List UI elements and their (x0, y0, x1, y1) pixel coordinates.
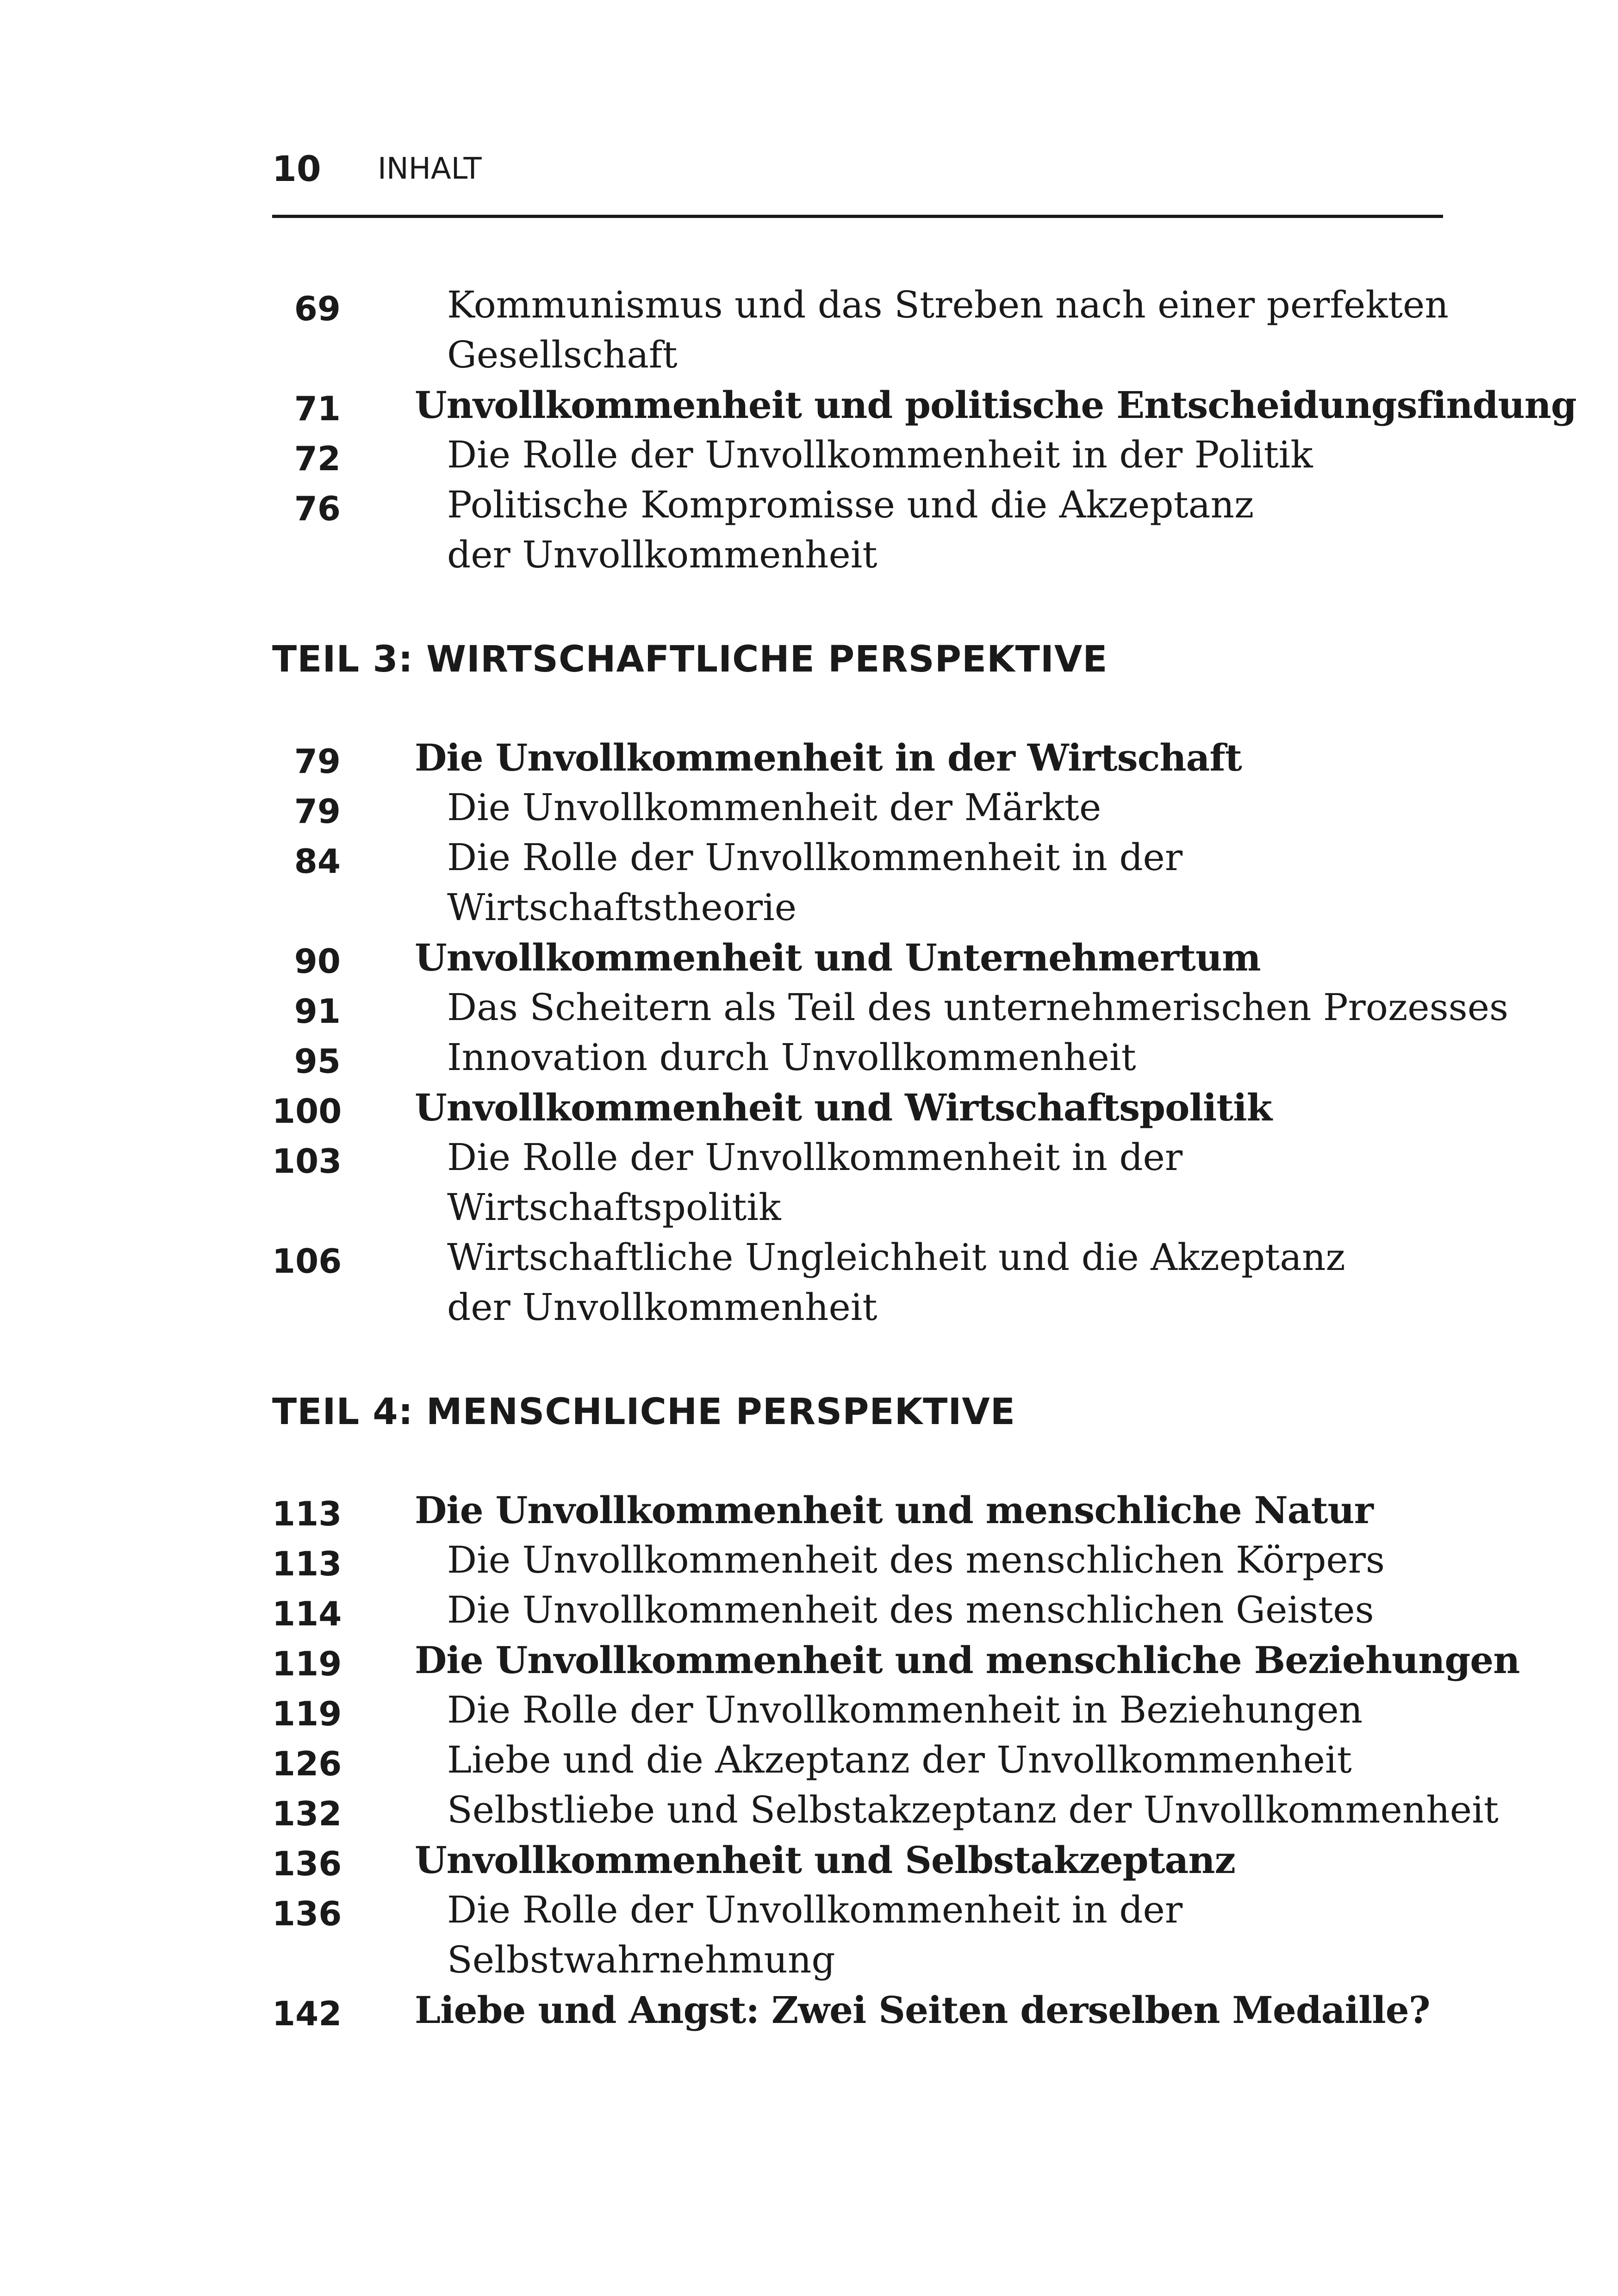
toc-page-number: 114 (272, 1594, 342, 1633)
toc-entry-title-cont: Wirtschaftstheorie (447, 886, 797, 929)
toc-entry[interactable] (272, 983, 1509, 1033)
table-of-contents (272, 280, 1576, 2035)
toc-page-number: 119 (272, 1694, 342, 1733)
toc-page-number: 113 (272, 1494, 342, 1533)
toc-entry[interactable] (272, 833, 1443, 883)
toc-entry[interactable] (272, 1785, 1499, 1835)
toc-page-number: 91 (294, 992, 341, 1031)
toc-entry[interactable] (272, 1685, 1443, 1735)
toc-page-number: 132 (272, 1794, 342, 1833)
running-head: INHALT (378, 152, 482, 186)
toc-entry-title: Die Rolle der Unvollkommenheit in der Politik (447, 433, 1313, 476)
toc-entry-title-cont: der Unvollkommenheit (447, 533, 877, 576)
toc-page-number: 119 (272, 1644, 342, 1683)
toc-entry-title: Wirtschaftliche Ungleichheit und die Akzeptanz (447, 1236, 1345, 1279)
toc-chapter-title: Die Unvollkommenheit in der Wirtschaft (415, 736, 1242, 779)
toc-entry-title-cont: Gesellschaft (447, 333, 678, 376)
toc-page-number: 126 (272, 1744, 342, 1783)
toc-page-number: 84 (294, 842, 341, 881)
toc-page-number: 79 (294, 742, 341, 781)
toc-entry-title: Die Unvollkommenheit der Märkte (447, 786, 1101, 829)
toc-page-number: 79 (294, 792, 341, 831)
toc-entry-continuation (272, 1182, 1443, 1232)
toc-chapter-title: Die Unvollkommenheit und menschliche Beziehungen (415, 1638, 1520, 1682)
part-title: TEIL 4: MENSCHLICHE PERSPEKTIVE (272, 1391, 1016, 1433)
toc-entry-continuation (272, 330, 1443, 380)
part-heading-4 (272, 1332, 1443, 1485)
toc-entry-title: Liebe und die Akzeptanz der Unvollkommenheit (447, 1738, 1352, 1781)
toc-page-number: 142 (272, 1994, 342, 2033)
toc-entry[interactable] (272, 1585, 1443, 1635)
toc-entry-continuation (272, 883, 1443, 933)
toc-entry-title-cont: der Unvollkommenheit (447, 1286, 877, 1329)
toc-chapter-title: Unvollkommenheit und Wirtschaftspolitik (415, 1086, 1272, 1129)
toc-entry[interactable] (272, 1835, 1443, 1885)
toc-entry-title: Die Unvollkommenheit des menschlichen Körpers (447, 1538, 1385, 1581)
toc-chapter-title: Unvollkommenheit und Selbstakzeptanz (415, 1838, 1235, 1882)
toc-page-number: 71 (294, 389, 341, 428)
toc-page-number: 100 (272, 1092, 342, 1131)
running-header (272, 139, 1443, 218)
toc-page-number: 106 (272, 1242, 342, 1281)
toc-entry-title-cont: Selbstwahrnehmung (447, 1938, 835, 1981)
toc-entry[interactable] (272, 1735, 1443, 1785)
toc-page-number: 72 (294, 439, 341, 478)
toc-entry-title: Das Scheitern als Teil des unternehmerischen Prozesses (447, 986, 1509, 1029)
toc-page-number: 95 (294, 1042, 341, 1081)
toc-page-number: 103 (272, 1142, 342, 1181)
toc-entry-continuation (272, 530, 1443, 580)
toc-entry-continuation (272, 1935, 1443, 1985)
toc-entry[interactable] (272, 1485, 1443, 1535)
toc-entry-title: Die Rolle der Unvollkommenheit in Beziehungen (447, 1688, 1363, 1731)
toc-entry-title: Politische Kompromisse und die Akzeptanz (447, 483, 1254, 526)
toc-entry[interactable] (272, 430, 1443, 480)
toc-entry-title: Die Unvollkommenheit des menschlichen Geistes (447, 1588, 1374, 1631)
toc-entry[interactable] (272, 1132, 1443, 1182)
toc-entry-continuation (272, 1282, 1443, 1332)
toc-page-number: 69 (294, 289, 341, 328)
toc-entry[interactable] (272, 733, 1443, 783)
toc-entry[interactable] (272, 1535, 1443, 1585)
toc-entry[interactable] (272, 1083, 1443, 1132)
toc-entry[interactable] (272, 1885, 1443, 1935)
toc-entry[interactable] (272, 1985, 1443, 2035)
toc-entry-title-cont: Wirtschaftspolitik (447, 1186, 781, 1229)
part-heading-3 (272, 580, 1443, 733)
toc-chapter-title: Unvollkommenheit und Unternehmertum (415, 936, 1261, 979)
toc-entry[interactable] (272, 1033, 1443, 1083)
toc-entry-title: Die Rolle der Unvollkommenheit in der (447, 1888, 1183, 1931)
toc-entry[interactable] (272, 380, 1576, 430)
toc-entry[interactable] (272, 280, 1449, 330)
toc-entry[interactable] (272, 783, 1443, 833)
toc-entry-title: Selbstliebe und Selbstakzeptanz der Unvollkommenheit (447, 1788, 1499, 1831)
toc-entry-title: Innovation durch Unvollkommenheit (447, 1036, 1136, 1079)
toc-page-number: 76 (294, 489, 341, 528)
toc-page-number: 136 (272, 1844, 342, 1883)
toc-page-number: 113 (272, 1544, 342, 1583)
toc-chapter-title: Unvollkommenheit und politische Entscheidungsfindung (415, 383, 1576, 427)
toc-page-number: 136 (272, 1894, 342, 1933)
toc-entry-title: Kommunismus und das Streben nach einer perfekten (447, 283, 1449, 326)
toc-entry-title: Die Rolle der Unvollkommenheit in der (447, 836, 1183, 879)
part-title: TEIL 3: WIRTSCHAFTLICHE PERSPEKTIVE (272, 639, 1108, 680)
toc-entry[interactable] (272, 933, 1443, 983)
toc-entry-title: Die Rolle der Unvollkommenheit in der (447, 1136, 1183, 1179)
toc-entry[interactable] (272, 1635, 1520, 1685)
toc-chapter-title: Die Unvollkommenheit und menschliche Natur (415, 1488, 1373, 1532)
toc-page-number: 90 (294, 942, 341, 981)
toc-entry[interactable] (272, 1232, 1443, 1282)
toc-chapter-title: Liebe und Angst: Zwei Seiten derselben Medaille? (415, 1988, 1430, 2032)
toc-entry[interactable] (272, 480, 1443, 530)
page-number: 10 (272, 148, 321, 189)
